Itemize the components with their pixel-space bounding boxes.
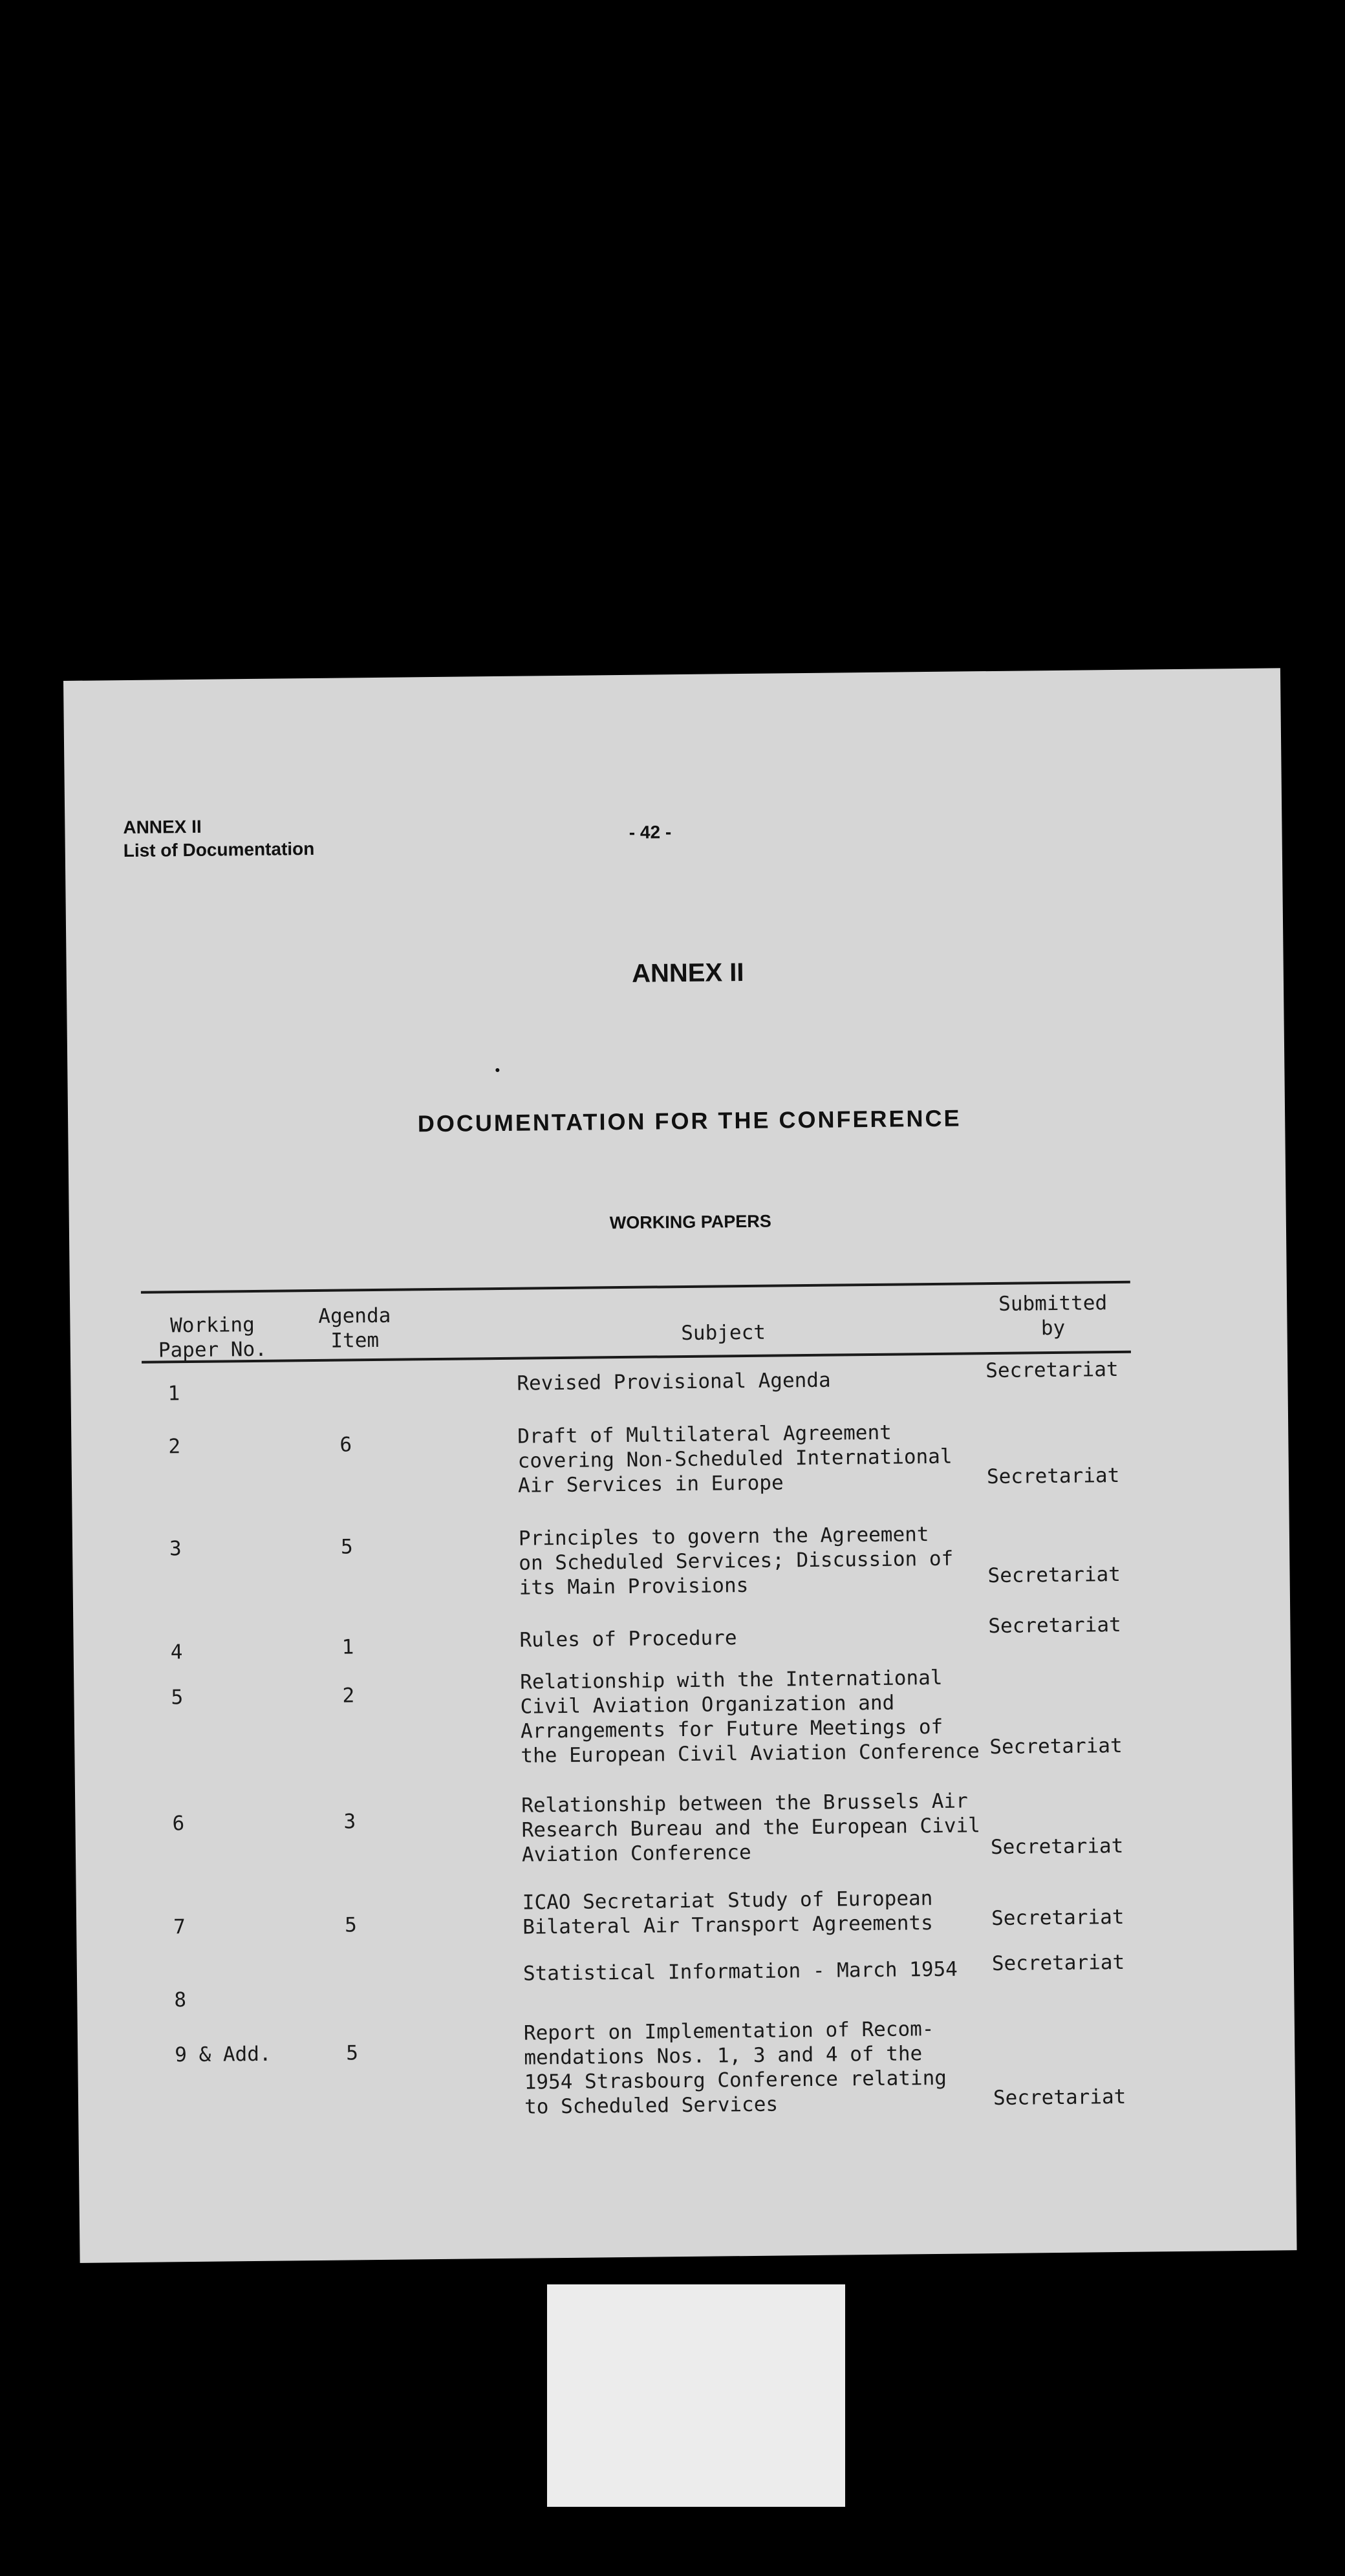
document-page — [63, 668, 1297, 2263]
header-subject: Subject — [681, 1320, 766, 1346]
submitted-by: Secretariat — [988, 1613, 1121, 1638]
agenda-item: 6 — [339, 1433, 352, 1457]
agenda-item: 5 — [340, 1535, 353, 1559]
working-paper-no: 7 — [173, 1915, 186, 1939]
submitted-by: Secretariat — [985, 1357, 1119, 1383]
working-paper-no: 4 — [170, 1640, 183, 1664]
header-list: List of Documentation — [123, 838, 315, 861]
header-annex: ANNEX II — [123, 816, 202, 838]
blank-card — [547, 2284, 845, 2507]
table-header-rule — [142, 1351, 1131, 1364]
header-working-paper: Working Paper No. — [158, 1313, 268, 1362]
subject: Relationship between the Brussels Air Research Bureau and the European Civil Aviation Conference — [521, 1789, 981, 1867]
subject: Rules of Procedure — [519, 1626, 737, 1652]
header-agenda: Agenda Item — [318, 1304, 391, 1353]
table-body — [142, 1357, 1184, 2147]
working-paper-no: 3 — [169, 1537, 182, 1561]
agenda-item: 5 — [344, 1913, 358, 1937]
submitted-by: Secretariat — [990, 1834, 1124, 1860]
working-paper-no: 2 — [168, 1435, 181, 1459]
annex-title: ANNEX II — [631, 958, 744, 988]
agenda-item: 5 — [346, 2041, 359, 2065]
agenda-item: 2 — [342, 1684, 355, 1708]
subject: Report on Implementation of Recom- mendations Nos. 1, 3 and 4 of the 1954 Strasbourg Conference relating to Scheduled Services — [523, 2017, 947, 2119]
table-row — [142, 1421, 1178, 1537]
page-number: - 42 - — [629, 822, 672, 843]
agenda-item: 1 — [341, 1635, 354, 1659]
subject: Draft of Multilateral Agreement covering Non-Scheduled International Air Services in Europe — [517, 1421, 952, 1497]
subject: ICAO Secretariat Study of European Bilateral Air Transport Agreements — [522, 1887, 933, 1939]
submitted-by: Secretariat — [986, 1463, 1120, 1489]
speck — [495, 1068, 499, 1072]
working-paper-no: 9 & Add. — [175, 2042, 272, 2067]
table-row — [149, 2017, 1185, 2147]
subject: Statistical Information - March 1954 — [522, 1957, 958, 1986]
subject: Principles to govern the Agreement on Scheduled Services; Discussion of its Main Provisions — [518, 1523, 954, 1600]
submitted-by: Secretariat — [991, 1950, 1125, 1976]
subject: Relationship with the International Civil Aviation Organization and Arrangements for Future Meetings of the European Civil Aviation Conference — [520, 1666, 980, 1768]
working-paper-no: 5 — [171, 1686, 184, 1710]
submitted-by: Secretariat — [991, 1905, 1124, 1931]
subject: Revised Provisional Agenda — [517, 1368, 831, 1395]
working-paper-no: 1 — [167, 1382, 180, 1406]
submitted-by: Secretariat — [987, 1562, 1121, 1588]
submitted-by: Secretariat — [989, 1733, 1123, 1759]
working-paper-no: 8 — [174, 1988, 187, 2012]
working-papers-title: WORKING PAPERS — [609, 1211, 771, 1233]
header-left — [123, 814, 314, 863]
agenda-item: 3 — [343, 1810, 356, 1834]
submitted-by: Secretariat — [993, 2085, 1126, 2110]
header-submitted: Submitted by — [998, 1291, 1108, 1340]
working-paper-no: 6 — [172, 1812, 185, 1836]
documentation-title: DOCUMENTATION FOR THE CONFERENCE — [417, 1104, 962, 1137]
